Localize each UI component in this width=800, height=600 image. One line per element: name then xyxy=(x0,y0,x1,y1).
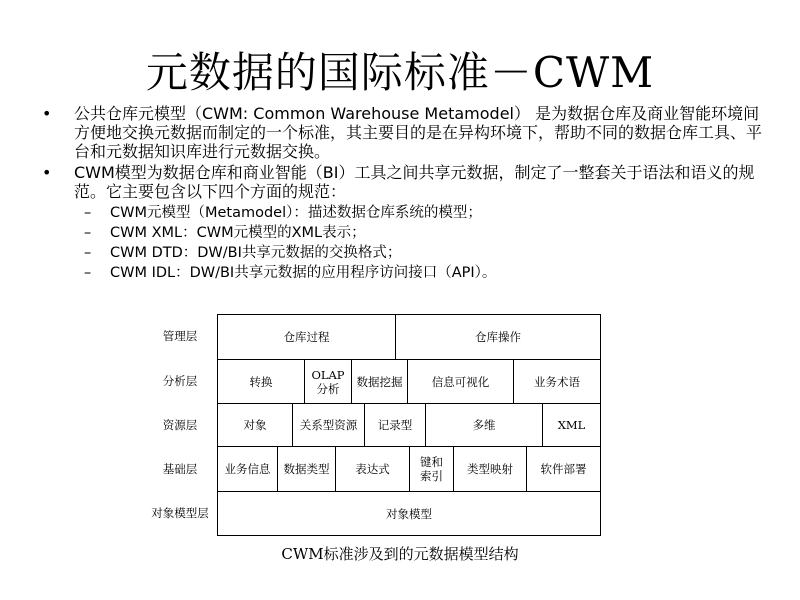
cell-warehouse-process: 仓库过程 xyxy=(217,314,396,360)
sub-bullet-list xyxy=(40,203,775,283)
diagram-caption: CWM标准涉及到的元数据模型结构 xyxy=(281,545,519,563)
bullet-text: 公共仓库元模型（CWM: Common Warehouse Metamodel） 是为数据仓库及商业智能环境间方便地交换元数据而制定的一个标准，其主要目的是在异构环境下，帮助不同的数据仓库工具、平台和元数据知识库进行元数据交换。 xyxy=(74,104,763,161)
dash-icon: – xyxy=(84,245,92,261)
cell-keys-indexes: 键和 索引 xyxy=(409,446,454,492)
bullet-text: CWM模型为数据仓库和商业智能（BI）工具之间共享元数据，制定了一整套关于语法和语义的规范。它主要包含以下四个方面的规范： xyxy=(74,163,755,201)
layer-label-object-model: 对象模型层 xyxy=(151,506,209,520)
cell-business-nomenclature: 业务术语 xyxy=(513,359,601,404)
bullet-list xyxy=(40,104,775,283)
slide-title: 元数据的国际标准－CWM xyxy=(145,48,655,97)
cell-business-info: 业务信息 xyxy=(217,446,278,492)
sub-bullet-text: CWM元模型（Metamodel）：描述数据仓库系统的模型； xyxy=(110,205,482,221)
cell-multidimensional: 多维 xyxy=(425,403,543,447)
dash-icon: – xyxy=(84,205,92,221)
cell-transform: 转换 xyxy=(217,359,305,404)
cell-relational: 关系型资源 xyxy=(292,403,365,447)
cell-olap: OLAP 分析 xyxy=(304,359,352,404)
sub-bullet-item xyxy=(40,203,775,223)
layer-label-foundation: 基础层 xyxy=(162,462,198,476)
cell-data-types: 数据类型 xyxy=(277,446,336,492)
sub-bullet-item xyxy=(40,223,775,243)
layer-label-analysis: 分析层 xyxy=(162,374,198,388)
cell-info-visualization: 信息可视化 xyxy=(407,359,514,404)
bullet-dot-icon: • xyxy=(42,163,52,182)
dash-icon: – xyxy=(84,225,92,241)
bullet-dot-icon: • xyxy=(42,104,52,123)
sub-bullet-item xyxy=(40,263,775,283)
dash-icon: – xyxy=(84,265,92,281)
cell-type-mapping: 类型映射 xyxy=(453,446,527,492)
sub-bullet-text: CWM DTD：DW/BI共享元数据的交换格式； xyxy=(110,245,402,261)
cell-xml: XML xyxy=(542,403,601,447)
cell-data-mining: 数据挖掘 xyxy=(351,359,408,404)
bullet-item xyxy=(40,163,775,201)
cell-expressions: 表达式 xyxy=(335,446,410,492)
bullet-item xyxy=(40,104,775,161)
cell-object-model: 对象模型 xyxy=(217,491,601,536)
layer-label-resource: 资源层 xyxy=(162,418,198,432)
cell-object: 对象 xyxy=(217,403,293,447)
layer-label-management: 管理层 xyxy=(162,329,198,343)
sub-bullet-item xyxy=(40,243,775,263)
cell-warehouse-operation: 仓库操作 xyxy=(395,314,601,360)
cell-record: 记录型 xyxy=(364,403,426,447)
sub-bullet-text: CWM IDL：DW/BI共享元数据的应用程序访问接口（API）。 xyxy=(110,265,497,281)
cell-software-deployment: 软件部署 xyxy=(526,446,601,492)
sub-bullet-text: CWM XML：CWM元模型的XML表示； xyxy=(110,225,366,241)
